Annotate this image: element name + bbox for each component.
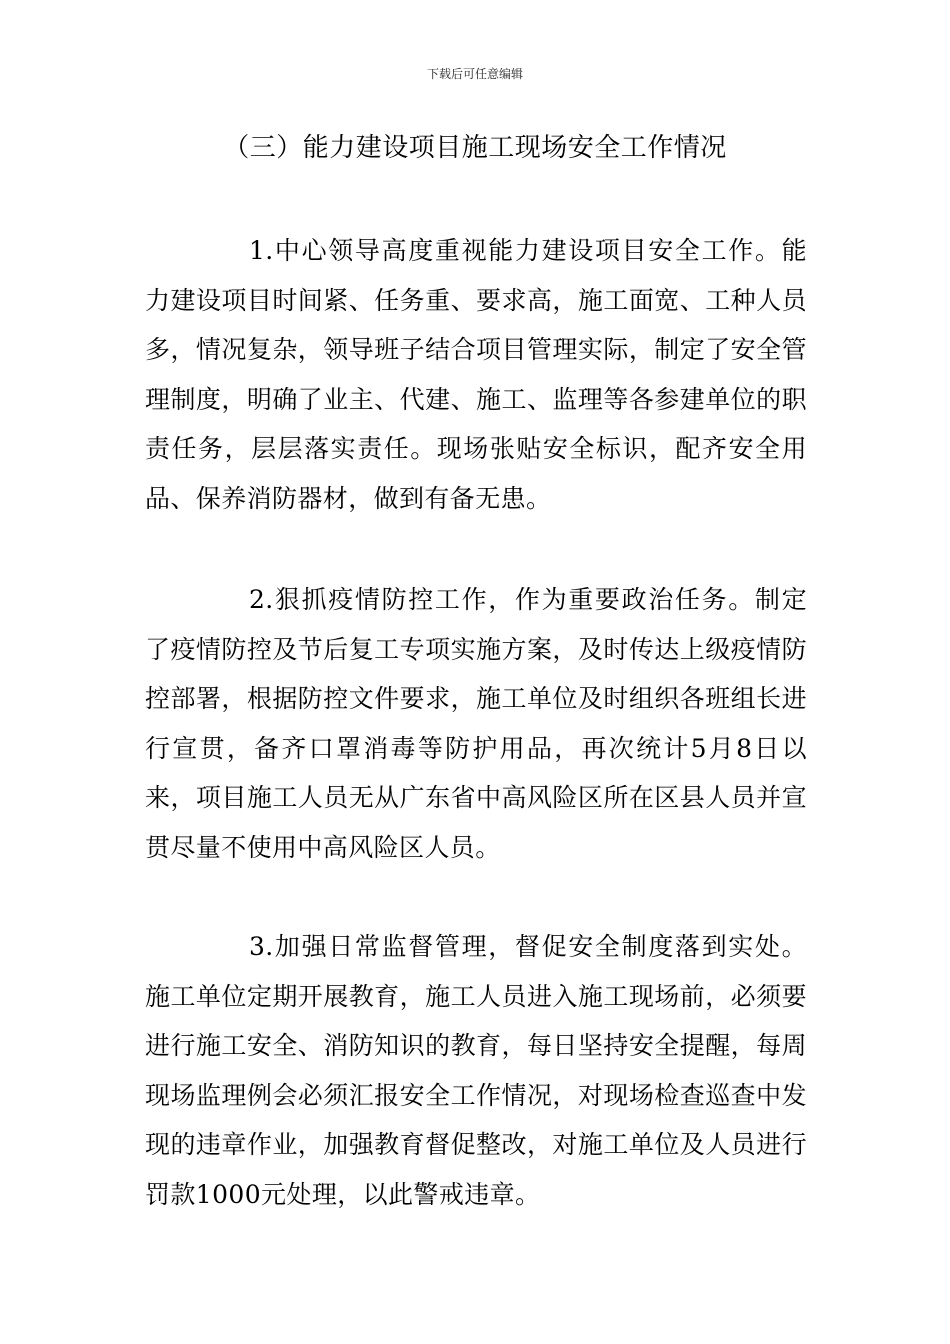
paragraph-2: 2.狠抓疫情防控工作，作为重要政治任务。制定了疫情防控及节后复工专项实施方案，及时传达上级疫情防控部署，根据防控文件要求，施工单位及时组织各班组长进行宣贯，备齐口罩消毒等防护用品，再次统计5月8日以来，项目施工人员无从广东省中高风险区所在区县人员并宣贯尽量不使用中高风险区人员。 — [145, 585, 807, 862]
header-note: 下载后可任意编辑 — [426, 67, 523, 81]
section-title: （三）能力建设项目施工现场安全工作情况 — [223, 133, 727, 163]
paragraph-3: 3.加强日常监督管理，督促安全制度落到实处。施工单位定期开展教育，施工人员进入施工现场前，必须要进行施工安全、消防知识的教育，每日坚持安全提醒，每周现场监理例会必须汇报安全工作情况，对现场检查巡查中发现的违章作业，加强教育督促整改，对施工单位及人员进行罚款1000元处理，以此警戒违章。 — [145, 932, 807, 1209]
paragraph-1: 1.中心领导高度重视能力建设项目安全工作。能力建设项目时间紧、任务重、要求高，施工面宽、工种人员多，情况复杂，领导班子结合项目管理实际，制定了安全管理制度，明确了业主、代建、施工、监理等各参建单位的职责任务，层层落实责任。现场张贴安全标识，配齐安全用品、保养消防器材，做到有备无患。 — [145, 236, 807, 513]
